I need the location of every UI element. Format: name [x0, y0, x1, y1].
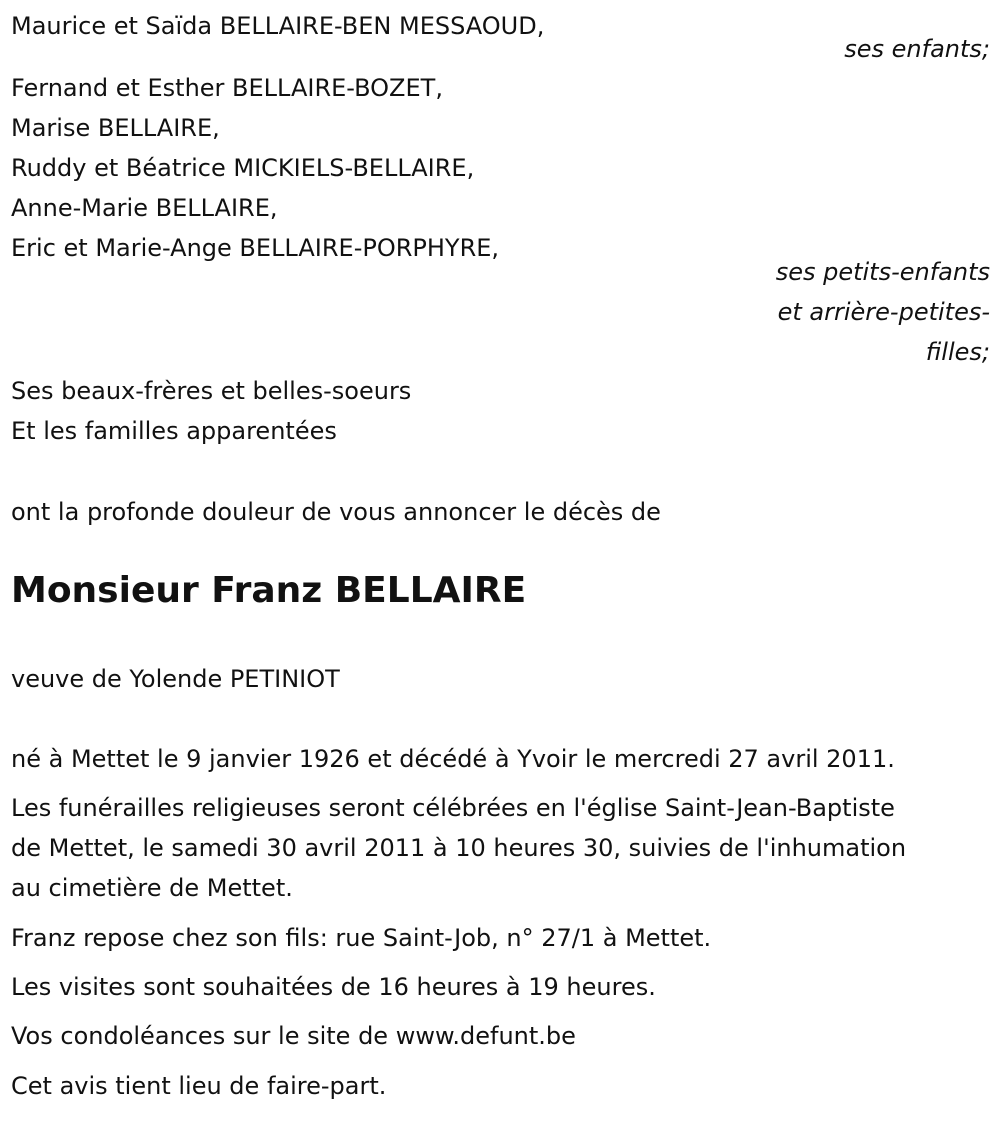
- grandchildren-role-1: ses petits-enfants: [775, 258, 990, 286]
- deceased-name: Monsieur Franz BELLAIRE: [11, 570, 527, 611]
- children-line: Maurice et Saïda BELLAIRE-BEN MESSAOUD,: [11, 12, 545, 40]
- funeral-line-1: Les funérailles religieuses seront célébrées en l'église Saint-Jean-Baptiste: [11, 794, 895, 822]
- funeral-line-3: au cimetière de Mettet.: [11, 874, 293, 902]
- visits-line: Les visites sont souhaitées de 16 heures à 19 heures.: [11, 973, 656, 1001]
- announcement-line: ont la profonde douleur de vous annoncer le décès de: [11, 498, 661, 526]
- grandchild-line-4: Anne-Marie BELLAIRE,: [11, 194, 278, 222]
- birth-death-line: né à Mettet le 9 janvier 1926 et décédé à Yvoir le mercredi 27 avril 2011.: [11, 745, 895, 773]
- grandchildren-role-2: et arrière-petites-: [777, 298, 990, 326]
- condolences-line: Vos condoléances sur le site de www.defunt.be: [11, 1022, 576, 1050]
- grandchildren-role-3: filles;: [925, 338, 990, 366]
- grandchild-line-2: Marise BELLAIRE,: [11, 114, 220, 142]
- children-role: ses enfants;: [844, 35, 990, 63]
- repose-line: Franz repose chez son fils: rue Saint-Job, n° 27/1 à Mettet.: [11, 924, 712, 952]
- relatives-line-1: Ses beaux-frères et belles-soeurs: [11, 377, 412, 405]
- grandchild-line-5: Eric et Marie-Ange BELLAIRE-PORPHYRE,: [11, 234, 500, 262]
- funeral-line-2: de Mettet, le samedi 30 avril 2011 à 10 heures 30, suivies de l'inhumation: [11, 834, 907, 862]
- grandchild-line-3: Ruddy et Béatrice MICKIELS-BELLAIRE,: [11, 154, 475, 182]
- relatives-line-2: Et les familles apparentées: [11, 417, 337, 445]
- widow-line: veuve de Yolende PETINIOT: [11, 665, 340, 693]
- notice-line: Cet avis tient lieu de faire-part.: [11, 1072, 387, 1100]
- grandchild-line-1: Fernand et Esther BELLAIRE-BOZET,: [11, 74, 443, 102]
